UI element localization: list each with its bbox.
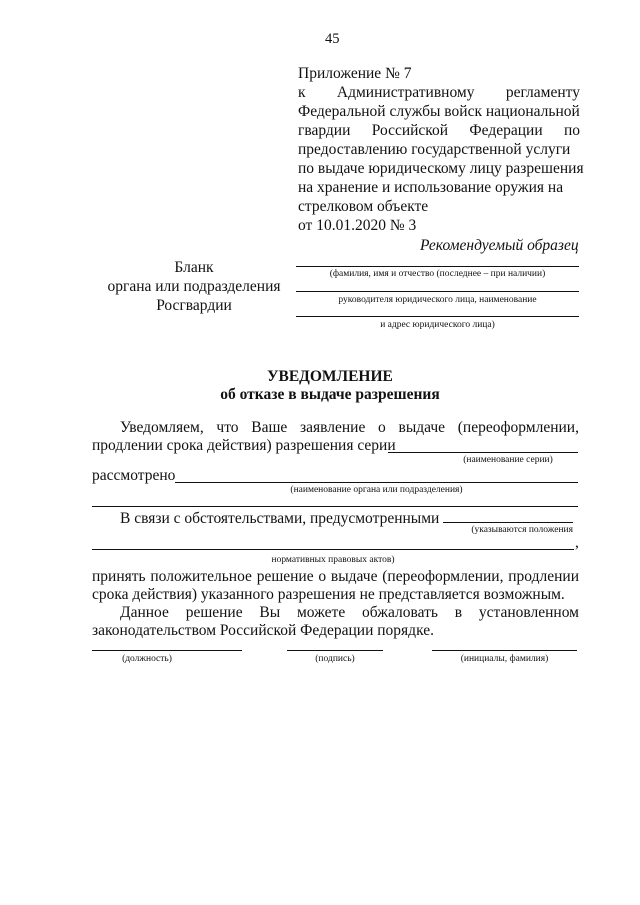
body-word: решение: [256, 568, 314, 585]
signature-sign-line: [287, 650, 383, 651]
appendix-line: [298, 197, 580, 216]
signature-sign-caption: (подпись): [315, 654, 355, 664]
addressee-line: [296, 266, 579, 267]
circumstances-text: В связи с обстоятельствами, предусмотренными: [120, 510, 440, 527]
body-word: выдаче: [398, 419, 446, 436]
body-paragraph-line: продлении срока действия) разрешения серии: [92, 437, 396, 454]
appendix-title: Приложение № 7: [298, 65, 412, 82]
addressee-caption-address: и адрес юридического лица): [380, 320, 495, 330]
blank-label: [94, 258, 294, 315]
body-word: Вы: [259, 604, 281, 621]
document-subtitle: об отказе в выдаче разрешения: [220, 386, 440, 403]
body-word: о: [318, 568, 327, 585]
appendix-word: Федеральной службы войск национальной: [298, 103, 580, 120]
recommended-sample-label: Рекомендуемый образец: [420, 237, 579, 254]
provisions-line: [443, 522, 573, 523]
addressee-line: [296, 291, 579, 292]
blank-label-line: Бланк: [174, 259, 214, 276]
page-number: 45: [325, 31, 340, 47]
legal-acts-caption: нормативных правовых актов): [271, 555, 395, 565]
appendix-word: Административному: [336, 84, 475, 101]
body-word: (переоформлении,: [457, 419, 579, 436]
body-word: Уведомляем,: [120, 419, 204, 436]
addressee-line: [296, 316, 579, 317]
body-word: Данное: [120, 604, 169, 621]
appendix-line: [298, 102, 580, 121]
reviewing-org-line: [175, 482, 578, 483]
appendix-line: [298, 83, 580, 102]
blank-label-line: Росгвардии: [156, 297, 232, 314]
body-word: выдаче: [330, 568, 378, 585]
appendix-block: [298, 64, 584, 235]
series-line: [388, 452, 578, 453]
reviewed-label: рассмотрено: [92, 467, 176, 484]
body-paragraph-line: [120, 418, 579, 437]
body-word: что: [216, 419, 239, 436]
body-word: продлении: [508, 568, 579, 585]
body-word: обжаловать: [362, 604, 438, 621]
body-word: Ваше: [251, 419, 288, 436]
body-word: решение: [185, 604, 243, 621]
body-word: заявление: [300, 419, 366, 436]
appendix-word: Федерации: [469, 122, 543, 139]
appendix-word: по: [563, 122, 580, 139]
signature-name-caption: (инициалы, фамилия): [460, 654, 549, 664]
appendix-line: [298, 159, 584, 178]
body-word: положительное: [150, 568, 252, 585]
reviewing-org-line-2: [92, 506, 578, 507]
addressee-caption-name: (фамилия, имя и отчество (последнее – при наличии): [329, 269, 546, 279]
body-paragraph-line: законодательством Российской Федерации порядке.: [92, 622, 434, 639]
body-paragraph-line: срока действия) указанного разрешения не представляется возможным.: [92, 586, 565, 603]
reviewing-org-caption: (наименование органа или подразделения): [290, 485, 463, 495]
appendix-word: на хранение и использование оружия на: [298, 179, 564, 196]
body-word: (переоформлении,: [382, 568, 504, 585]
appendix-word: гвардии: [298, 122, 351, 139]
body-paragraph-line: [92, 567, 579, 586]
signature-position-line: [92, 650, 242, 651]
appendix-word: к: [298, 84, 306, 101]
appendix-date: от 10.01.2020 № 3: [298, 217, 417, 234]
appendix-line: [298, 178, 580, 197]
body-word: можете: [297, 604, 346, 621]
appendix-word: по выдаче юридическому лицу разрешения: [298, 160, 584, 177]
appendix-word: стрелковом объекте: [298, 198, 429, 215]
signature-name-line: [432, 650, 577, 651]
addressee-caption-head: руководителя юридического лица, наименование: [338, 295, 537, 305]
provisions-caption: (указываются положения: [471, 525, 573, 535]
blank-label-line: органа или подразделения: [107, 278, 281, 295]
appendix-line: [298, 121, 580, 140]
appendix-word: Российской: [371, 122, 449, 139]
appendix-word: предоставлению государственной услуги: [298, 141, 571, 158]
body-paragraph-line: [120, 603, 579, 622]
body-word: о: [378, 419, 386, 436]
comma: ,: [575, 534, 579, 551]
document-title: УВЕДОМЛЕНИЕ: [267, 368, 393, 385]
series-caption: (наименование серии): [463, 455, 553, 465]
appendix-lines: [298, 83, 584, 216]
body-word: в: [454, 604, 463, 621]
body-word: установленном: [478, 604, 579, 621]
signature-position-caption: (должность): [122, 654, 172, 664]
appendix-word: регламенту: [505, 84, 580, 101]
legal-acts-line: [92, 549, 574, 550]
appendix-line: [298, 140, 580, 159]
body-word: принять: [92, 568, 146, 585]
